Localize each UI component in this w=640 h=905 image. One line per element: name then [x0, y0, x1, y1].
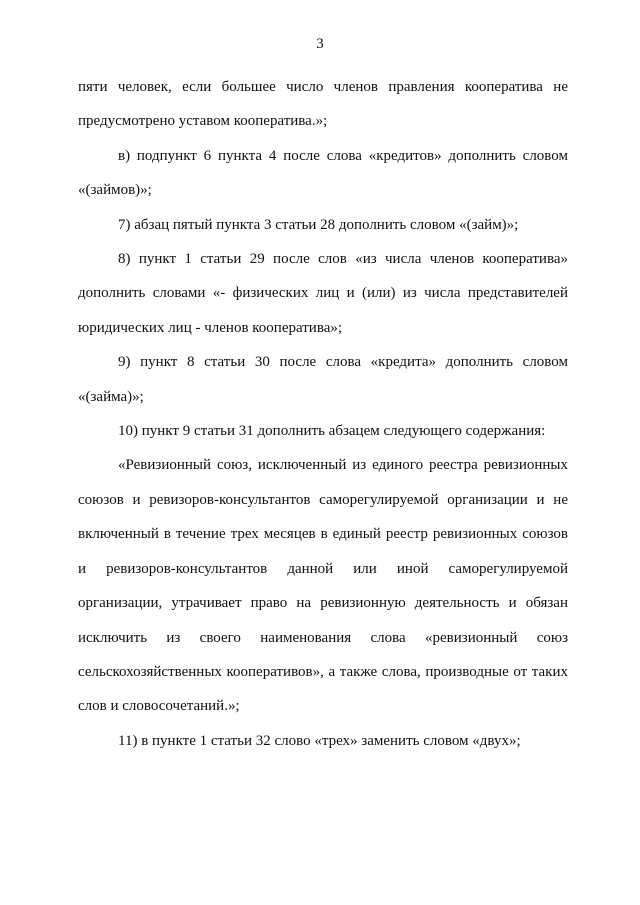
paragraph-item-7: 7) абзац пятый пункта 3 статьи 28 дополнить словом «(займ)»; — [118, 216, 519, 233]
paragraph-item-8: 8) пункт 1 статьи 29 после слов «из числа членов кооператива» дополнить словами «- физических лиц и (или) из числа представителей юридических лиц - членов кооператива»; — [78, 251, 568, 336]
paragraph-item-9: 9) пункт 8 статьи 30 после слова «кредита» дополнить словом «(займа)»; — [78, 354, 568, 405]
document-body — [78, 70, 568, 758]
page-number: 3 — [316, 36, 324, 52]
paragraph-quoted-text: «Ревизионный союз, исключенный из единого реестра ревизионных союзов и ревизоров-консультантов саморегулируемой организации и не включенный в течение трех месяцев в единый реестр ревизионных союзов и ревизоров-консультантов данной или иной саморегулируемой организации, утрачивает право на ревизионную деятельность и обязан исключить из своего наименования слова «ревизионный союз сельскохозяйственных кооперативов», а также слова, производные от таких слов и словосочетаний.»; — [78, 457, 568, 715]
paragraph-item-10: 10) пункт 9 статьи 31 дополнить абзацем следующего содержания: — [118, 423, 546, 440]
paragraph-item-v: в) подпункт 6 пункта 4 после слова «кредитов» дополнить словом «(займов)»; — [78, 147, 568, 199]
paragraph-item-11: 11) в пункте 1 статьи 32 слово «трех» заменить словом «двух»; — [118, 732, 521, 749]
paragraph-continuation: пяти человек, если большее число членов правления кооператива не предусмотрено уставом кооператива.»; — [78, 79, 568, 130]
